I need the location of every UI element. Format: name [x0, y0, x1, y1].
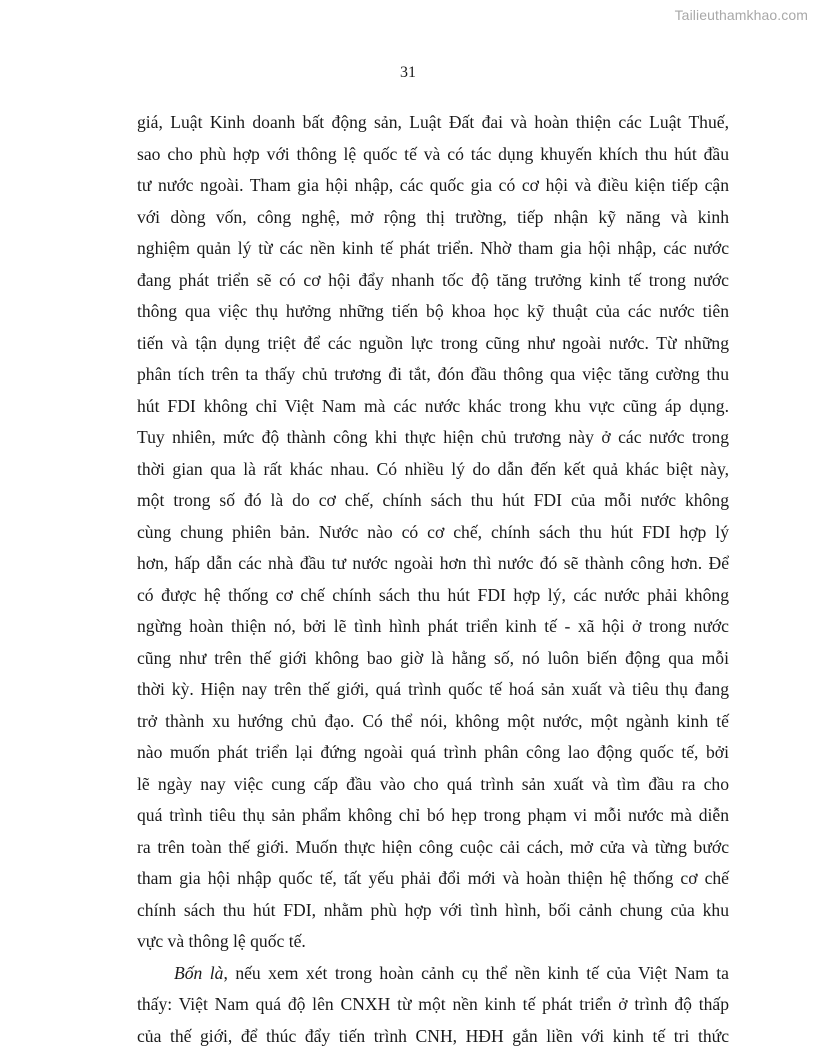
text-line: hơn, hấp dẫn các nhà đầu tư nước ngoài hơn thì nước đó sẽ thành công hơn. Để: [137, 553, 729, 573]
text-line: phân tích trên ta thấy chủ trương đi tắt, đón đầu thông qua việc tăng cường thu: [137, 364, 729, 384]
text-line: nghiệm quản lý từ các nền kinh tế phát triển. Nhờ tham gia hội nhập, các nước: [137, 238, 729, 258]
text-line: với dòng vốn, công nghệ, mở rộng thị trường, tiếp nhận kỹ năng và kinh: [137, 206, 729, 227]
text-line: đang phát triển sẽ có cơ hội đẩy nhanh tốc độ tăng trưởng kinh tế trong nước: [137, 269, 729, 290]
text-line: hút FDI không chỉ Việt Nam mà các nước khác trong khu vực cũng áp dụng.: [137, 395, 729, 416]
text-line: cũng như trên thế giới không bao giờ là hằng số, nó luôn biến động qua mỗi: [137, 647, 729, 668]
text-line: tư nước ngoài. Tham gia hội nhập, các quốc gia có cơ hội và điều kiện tiếp cận: [137, 175, 729, 195]
text-line: ngừng hoàn thiện nó, bởi lẽ tình hình phát triển kinh tế - xã hội ở trong nước: [137, 616, 729, 636]
document-body: [137, 107, 729, 1052]
text-line: quá trình tiêu thụ sản phẩm không chỉ bó hẹp trong phạm vi mỗi nước mà diễn: [137, 805, 729, 825]
watermark: Tailieuthamkhao.com: [674, 7, 808, 23]
text-line: giá, Luật Kinh doanh bất động sản, Luật Đất đai và hoàn thiện các Luật Thuế,: [137, 112, 729, 132]
text-line: cùng chung phiên bản. Nước nào có cơ chế, chính sách thu hút FDI hợp lý: [137, 521, 729, 542]
text-line: vực và thông lệ quốc tế.: [137, 931, 306, 951]
paragraph-2: [137, 958, 729, 1053]
text-line: lẽ ngày nay việc cung cấp đầu vào cho quá trình sản xuất và tìm đầu ra cho: [137, 773, 729, 794]
text-line: [137, 958, 729, 990]
first-line-rest: , nếu xem xét trong hoàn cảnh cụ thể nền kinh tế của Việt Nam ta: [223, 962, 729, 983]
text-line: thông qua việc thụ hưởng những tiến bộ khoa học kỹ thuật của các nước tiên: [137, 301, 729, 321]
text-line: tiến và tận dụng triệt để các nguồn lực trong cũng như ngoài nước. Từ những: [137, 332, 729, 353]
paragraph-1: [137, 107, 729, 958]
text-line: tham gia hội nhập quốc tế, tất yếu phải đổi mới và hoàn thiện hệ thống cơ chế: [137, 868, 729, 888]
text-line: của thế giới, để thúc đẩy tiến trình CNH, HĐH gắn liền với kinh tế tri thức: [137, 1025, 729, 1046]
text-line: trở thành xu hướng chủ đạo. Có thể nói, không một nước, một ngành kinh tế: [137, 710, 729, 731]
lead-italic: Bốn là: [174, 962, 224, 983]
text-line: Tuy nhiên, mức độ thành công khi thực hiện chủ trương này ở các nước trong: [137, 427, 729, 447]
page-number: 31: [400, 64, 416, 81]
text-line: sao cho phù hợp với thông lệ quốc tế và có tác dụng khuyến khích thu hút đầu: [137, 143, 729, 164]
text-line: nào muốn phát triển lại đứng ngoài quá trình phân công lao động quốc tế, bởi: [137, 742, 729, 762]
text-line: chính sách thu hút FDI, nhằm phù hợp với tình hình, bối cảnh chung của khu: [137, 899, 729, 920]
text-line: thời kỳ. Hiện nay trên thế giới, quá trình quốc tế hoá sản xuất và tiêu thụ đang: [137, 679, 729, 699]
text-line: thời gian qua là rất khác nhau. Có nhiều lý do dẫn đến kết quả khác biệt này,: [137, 458, 729, 479]
text-line: có được hệ thống cơ chế chính sách thu hút FDI hợp lý, các nước phải không: [137, 584, 729, 605]
text-line: thấy: Việt Nam quá độ lên CNXH từ một nền kinh tế phát triển ở trình độ thấp: [137, 994, 729, 1014]
text-line: một trong số đó là do cơ chế, chính sách thu hút FDI của mỗi nước không: [137, 490, 729, 510]
text-line: ra trên toàn thế giới. Muốn thực hiện công cuộc cải cách, mở cửa và từng bước: [137, 836, 729, 857]
